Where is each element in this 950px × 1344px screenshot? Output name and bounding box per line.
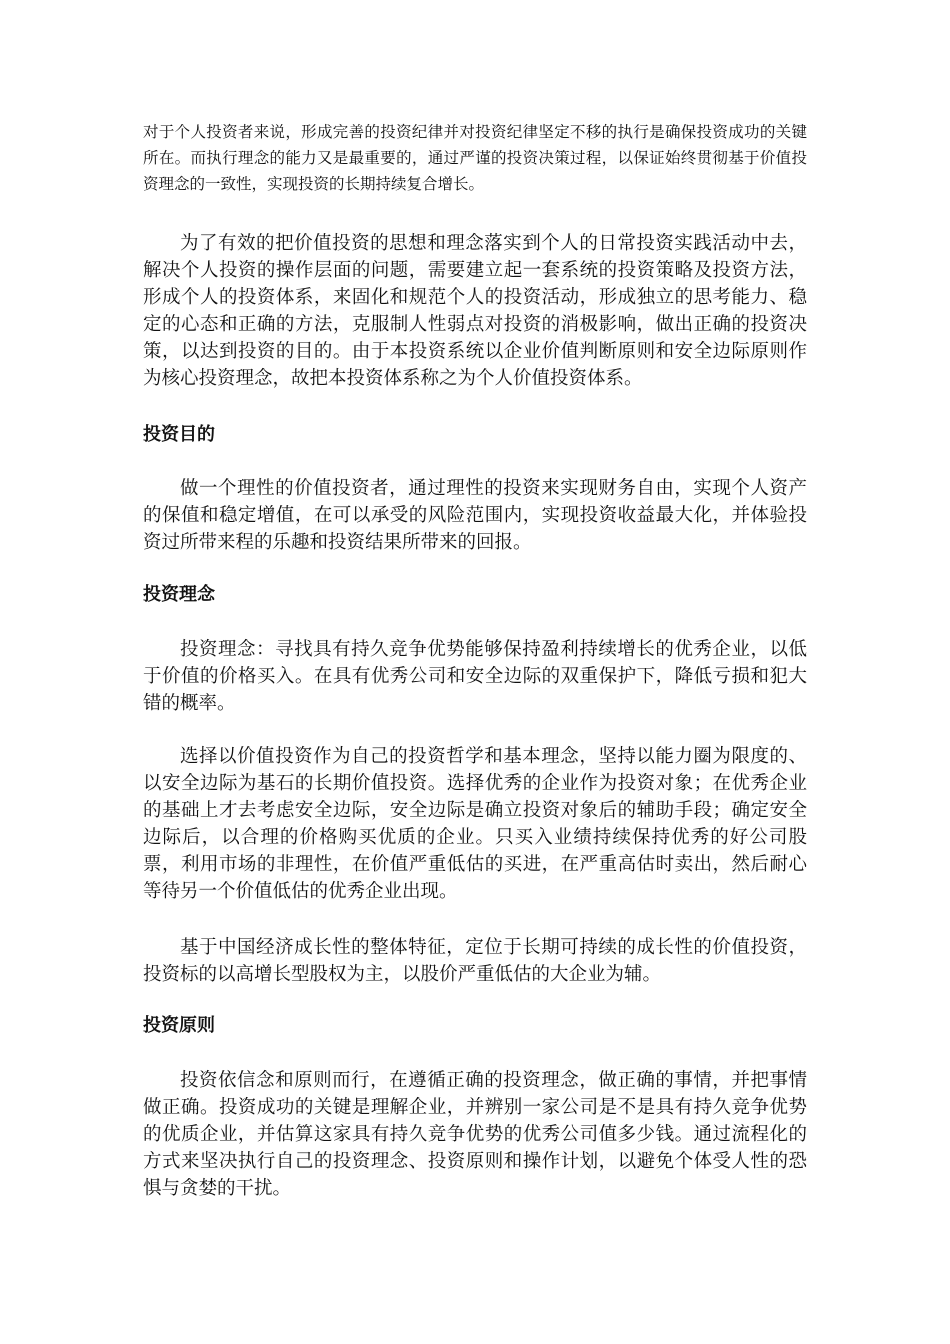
concept-paragraph-1: 投资理念：寻找具有持久竞争优势能够保持盈利持续增长的优秀企业，以低于价值的价格买入。在具有优秀公司和安全边际的双重保护下，降低亏损和犯大错的概率。 (143, 639, 807, 714)
goal-paragraph: 做一个理性的价值投资者，通过理性的投资来实现财务自由，实现个人资产的保值和稳定增值，在可以承受的风险范围内，实现投资收益最大化，并体验投资过所带来程的乐趣和投资结果所带来的回报。 (143, 478, 807, 553)
heading-investment-concept: 投资理念 (143, 584, 215, 605)
concept-paragraph-3: 基于中国经济成长性的整体特征，定位于长期可持续的成长性的价值投资，投资标的以高增长型股权为主，以股价严重低估的大企业为辅。 (143, 937, 807, 985)
heading-investment-principle: 投资原则 (143, 1015, 215, 1036)
intro-paragraph: 对于个人投资者来说，形成完善的投资纪律并对投资纪律坚定不移的执行是确保投资成功的关键所在。而执行理念的能力又是最重要的，通过严谨的投资决策过程，以保证始终贯彻基于价值投资理念的一致性，实现投资的长期持续复合增长。 (143, 123, 807, 193)
heading-investment-goal: 投资目的 (143, 424, 215, 445)
concept-paragraph-2: 选择以价值投资作为自己的投资哲学和基本理念，坚持以能力圈为限度的、以安全边际为基石的长期价值投资。选择优秀的企业作为投资对象；在优秀企业的基础上才去考虑安全边际，安全边际是确立投资对象后的辅助手段；确定安全边际后，以合理的价格购买优质的企业。只买入业绩持续保持优秀的好公司股票，利用市场的非理性，在价值严重低估的买进，在严重高估时卖出，然后耐心等待另一个价值低估的优秀企业出现。 (143, 746, 807, 902)
system-paragraph: 为了有效的把价值投资的思想和理念落实到个人的日常投资实践活动中去，解决个人投资的操作层面的问题，需要建立起一套系统的投资策略及投资方法，形成个人的投资体系，来固化和规范个人的投资活动，形成独立的思考能力、稳定的心态和正确的方法，克服制人性弱点对投资的消极影响，做出正确的投资决策，以达到投资的目的。由于本投资系统以企业价值判断原则和安全边际原则作为核心投资理念，故把本投资体系称之为个人价值投资体系。 (143, 233, 807, 389)
principle-paragraph: 投资依信念和原则而行，在遵循正确的投资理念，做正确的事情，并把事情做正确。投资成功的关键是理解企业，并辨别一家公司是不是具有持久竞争优势的优质企业，并估算这家具有持久竞争优势的优秀公司值多少钱。通过流程化的方式来坚决执行自己的投资理念、投资原则和操作计划，以避免个体受人性的恐惧与贪婪的干扰。 (143, 1070, 807, 1199)
